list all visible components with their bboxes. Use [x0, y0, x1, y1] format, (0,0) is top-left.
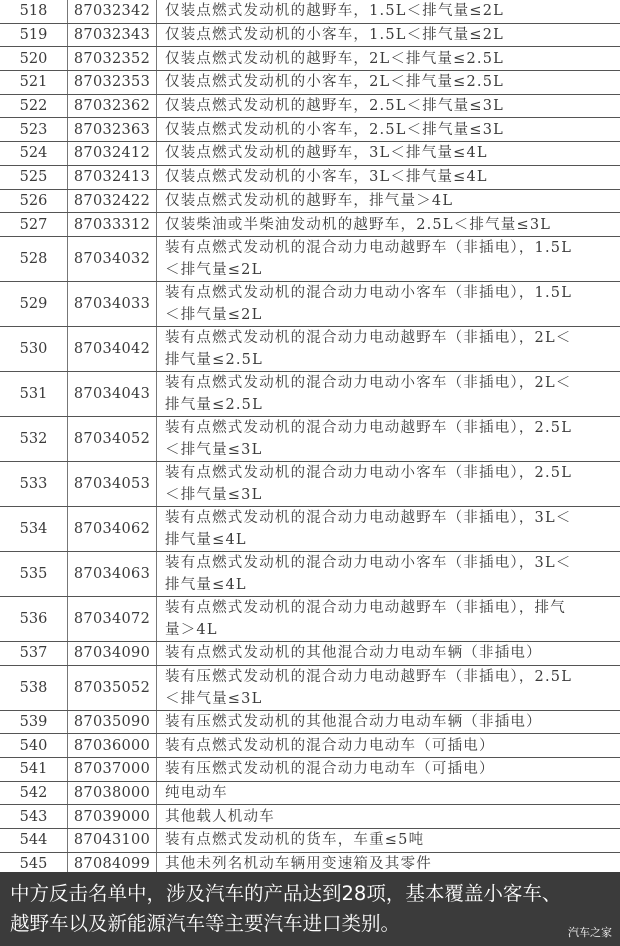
- row-number: 527: [0, 213, 68, 237]
- product-description: [157, 326, 620, 371]
- row-number: 545: [0, 852, 68, 876]
- tariff-code: 87039000: [68, 805, 157, 829]
- product-description: [157, 596, 620, 641]
- row-number: 536: [0, 596, 68, 641]
- table-row: [0, 461, 620, 506]
- row-number: 528: [0, 236, 68, 281]
- product-description: [157, 94, 620, 118]
- product-description: [157, 665, 620, 710]
- product-description: [157, 829, 620, 853]
- product-description: [157, 551, 620, 596]
- row-number: 530: [0, 326, 68, 371]
- table-row: [0, 142, 620, 166]
- row-number: 540: [0, 734, 68, 758]
- tariff-code: 87034033: [68, 281, 157, 326]
- description-line: 装有点燃式发动机的混合动力电动越野车（非插电），2.5L: [165, 419, 573, 436]
- product-description: [157, 805, 620, 829]
- description-line: ＜排气量≤3L: [165, 690, 263, 707]
- row-number: 533: [0, 461, 68, 506]
- tariff-code: 87032362: [68, 94, 157, 118]
- table-row: [0, 165, 620, 189]
- table-row: [0, 781, 620, 805]
- tariff-code: 87032343: [68, 23, 157, 47]
- table-row: [0, 118, 620, 142]
- description-line: 装有点燃式发动机的混合动力电动越野车（非插电），3L＜: [165, 509, 572, 526]
- description-line: 排气量≤4L: [165, 576, 247, 593]
- product-description: [157, 142, 620, 166]
- product-description: [157, 281, 620, 326]
- product-description: [157, 641, 620, 665]
- description-line: 装有点燃式发动机的混合动力电动车（可插电）: [165, 737, 495, 754]
- product-description: [157, 189, 620, 213]
- row-number: 542: [0, 781, 68, 805]
- description-line: 装有点燃式发动机的混合动力电动小客车（非插电），3L＜: [165, 554, 572, 571]
- product-description: [157, 71, 620, 95]
- description-line: 仅装点燃式发动机的越野车，3L＜排气量≤4L: [165, 145, 488, 162]
- row-number: 537: [0, 641, 68, 665]
- table-row: [0, 213, 620, 237]
- product-description: [157, 461, 620, 506]
- tariff-code: 87032363: [68, 118, 157, 142]
- tariff-code: 87032342: [68, 0, 157, 23]
- table-row: [0, 665, 620, 710]
- table-row: [0, 0, 620, 23]
- description-line: ＜排气量≤3L: [165, 486, 263, 503]
- tariff-code: 87032413: [68, 165, 157, 189]
- tariff-code: 87034052: [68, 416, 157, 461]
- row-number: 541: [0, 757, 68, 781]
- product-description: [157, 165, 620, 189]
- row-number: 520: [0, 47, 68, 71]
- table-row: [0, 326, 620, 371]
- row-number: 529: [0, 281, 68, 326]
- tariff-code: 87034032: [68, 236, 157, 281]
- watermark-logo: 汽车之家: [568, 926, 612, 939]
- row-number: 543: [0, 805, 68, 829]
- description-line: 排气量≤4L: [165, 531, 247, 548]
- product-description: [157, 23, 620, 47]
- description-line: 装有点燃式发动机的其他混合动力电动车辆（非插电）: [165, 645, 542, 662]
- description-line: 装有点燃式发动机的混合动力电动小客车（非插电），1.5L: [165, 284, 573, 301]
- table-row: [0, 641, 620, 665]
- product-description: [157, 734, 620, 758]
- tariff-code: 87034043: [68, 371, 157, 416]
- description-line: 仅装点燃式发动机的小客车，3L＜排气量≤4L: [165, 169, 488, 186]
- product-description: [157, 118, 620, 142]
- tariff-code: 87034042: [68, 326, 157, 371]
- description-line: ＜排气量≤3L: [165, 441, 263, 458]
- row-number: 525: [0, 165, 68, 189]
- tariff-code: 87035090: [68, 710, 157, 734]
- table-row: [0, 94, 620, 118]
- product-description: [157, 371, 620, 416]
- product-description: [157, 236, 620, 281]
- row-number: 521: [0, 71, 68, 95]
- tariff-code: 87034062: [68, 506, 157, 551]
- description-line: 仅装点燃式发动机的小客车，2L＜排气量≤2.5L: [165, 74, 504, 91]
- tariff-code: 87035052: [68, 665, 157, 710]
- description-line: 仅装点燃式发动机的越野车，2.5L＜排气量≤3L: [165, 98, 504, 115]
- tariff-code: 87034063: [68, 551, 157, 596]
- row-number: 523: [0, 118, 68, 142]
- description-line: 其他载人机动车: [165, 808, 275, 825]
- row-number: 539: [0, 710, 68, 734]
- row-number: 531: [0, 371, 68, 416]
- description-line: 装有点燃式发动机的货车，车重≤5吨: [165, 832, 425, 849]
- tariff-code: 87032422: [68, 189, 157, 213]
- product-description: [157, 213, 620, 237]
- tariff-code: 87034090: [68, 641, 157, 665]
- description-line: 装有点燃式发动机的混合动力电动越野车（非插电），2L＜: [165, 329, 572, 346]
- table-row: [0, 734, 620, 758]
- tariff-code: 87043100: [68, 829, 157, 853]
- description-line: 装有点燃式发动机的混合动力电动小客车（非插电），2L＜: [165, 374, 572, 391]
- table-row: [0, 47, 620, 71]
- row-number: 535: [0, 551, 68, 596]
- caption-line-2: 越野车以及新能源汽车等主要汽车进口类别。: [10, 912, 401, 935]
- description-line: 排气量≤2.5L: [165, 396, 263, 413]
- row-number: 519: [0, 23, 68, 47]
- product-description: [157, 47, 620, 71]
- table-row: [0, 371, 620, 416]
- row-number: 518: [0, 0, 68, 23]
- table-row: [0, 236, 620, 281]
- description-line: ＜排气量≤2L: [165, 306, 263, 323]
- row-number: 526: [0, 189, 68, 213]
- product-description: [157, 506, 620, 551]
- tariff-code: 87033312: [68, 213, 157, 237]
- table-row: [0, 71, 620, 95]
- table-row: [0, 757, 620, 781]
- description-line: 仅装点燃式发动机的越野车，2L＜排气量≤2.5L: [165, 50, 504, 67]
- description-line: 装有点燃式发动机的混合动力电动小客车（非插电），2.5L: [165, 464, 573, 481]
- description-line: 装有压燃式发动机的其他混合动力电动车辆（非插电）: [165, 713, 542, 730]
- tariff-code: 87084099: [68, 852, 157, 876]
- description-line: 装有点燃式发动机的混合动力电动越野车（非插电），1.5L: [165, 239, 573, 256]
- row-number: 524: [0, 142, 68, 166]
- product-description: [157, 757, 620, 781]
- row-number: 544: [0, 829, 68, 853]
- description-line: 仅装点燃式发动机的小客车，1.5L＜排气量≤2L: [165, 27, 504, 44]
- table-row: [0, 506, 620, 551]
- table-row: [0, 596, 620, 641]
- description-line: 装有压燃式发动机的混合动力电动车（可插电）: [165, 761, 495, 778]
- product-description: [157, 0, 620, 23]
- description-line: 纯电动车: [165, 784, 228, 801]
- caption-line-1: 中方反击名单中，涉及汽车的产品达到28项，基本覆盖小客车、: [10, 882, 562, 905]
- tariff-code: 87037000: [68, 757, 157, 781]
- table-row: [0, 551, 620, 596]
- tariff-code: 87038000: [68, 781, 157, 805]
- table-row: [0, 23, 620, 47]
- description-line: 其他未列名机动车辆用变速箱及其零件: [165, 856, 432, 873]
- description-line: 量＞4L: [165, 621, 218, 638]
- description-line: 仅装点燃式发动机的小客车，2.5L＜排气量≤3L: [165, 121, 504, 138]
- tariff-code: 87032353: [68, 71, 157, 95]
- description-line: 排气量≤2.5L: [165, 351, 263, 368]
- product-description: [157, 416, 620, 461]
- row-number: 522: [0, 94, 68, 118]
- description-line: 仅装点燃式发动机的越野车，排气量＞4L: [165, 192, 454, 209]
- description-line: 装有点燃式发动机的混合动力电动越野车（非插电），排气: [165, 599, 566, 616]
- tariff-code: 87036000: [68, 734, 157, 758]
- table-row: [0, 829, 620, 853]
- table-row: [0, 416, 620, 461]
- description-line: 仅装柴油或半柴油发动机的越野车，2.5L＜排气量≤3L: [165, 216, 552, 233]
- table-row: [0, 189, 620, 213]
- tariff-code: 87032412: [68, 142, 157, 166]
- product-description: [157, 710, 620, 734]
- row-number: 538: [0, 665, 68, 710]
- table-row: [0, 805, 620, 829]
- table-row: [0, 281, 620, 326]
- product-description: [157, 781, 620, 805]
- description-line: 仅装点燃式发动机的越野车，1.5L＜排气量≤2L: [165, 3, 504, 20]
- description-line: ＜排气量≤2L: [165, 261, 263, 278]
- caption-banner: [0, 872, 620, 946]
- row-number: 532: [0, 416, 68, 461]
- description-line: 装有压燃式发动机的混合动力电动越野车（非插电），2.5L: [165, 668, 573, 685]
- tariff-code: 87034072: [68, 596, 157, 641]
- tariff-code: 87034053: [68, 461, 157, 506]
- table-row: [0, 710, 620, 734]
- row-number: 534: [0, 506, 68, 551]
- tariff-code: 87032352: [68, 47, 157, 71]
